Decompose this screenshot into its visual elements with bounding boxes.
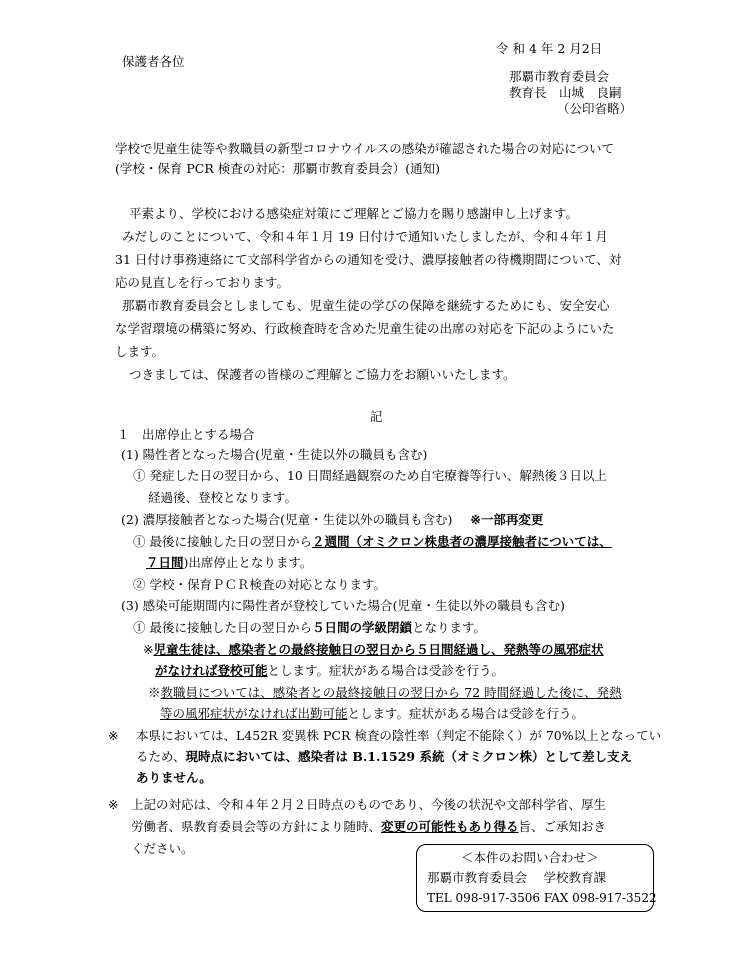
note-text: るため、 bbox=[136, 749, 186, 764]
subsection-heading bbox=[121, 511, 543, 529]
note-text: 労働者、県教育委員会等の方針により随時、 bbox=[131, 819, 382, 834]
list-item: ① 発症した日の翌日から、10 日間経過観察のため自宅療養等行い、解熱後３日以上 bbox=[133, 468, 607, 483]
underlined-text: 教職員については、感染者との最終接触日の翌日から 72 時間経過した後に、発熱 bbox=[160, 685, 622, 700]
sender-organization: 那覇市教育委員会 bbox=[509, 69, 610, 84]
body-line: つきましては、保護者の皆様のご理解とご協力をお願いいたします。 bbox=[129, 367, 516, 382]
emphasis-text: ５日間の学級閉鎖 bbox=[311, 620, 412, 635]
list-item bbox=[133, 533, 612, 551]
list-item: 経過後、登校となります。 bbox=[148, 490, 298, 505]
student-note bbox=[155, 662, 504, 680]
notice-title-line2: (学校・保育 PCR 検査の対応：那覇市教育委員会）(通知) bbox=[115, 161, 440, 176]
emphasis-text: ２週間（オミクロン株患者の濃厚接触者については、 bbox=[311, 534, 612, 549]
seal-omitted-note: （公印省略） bbox=[557, 101, 633, 116]
contact-department: 那覇市教育委員会 学校教育課 bbox=[427, 870, 606, 885]
student-note bbox=[143, 641, 604, 659]
body-line: な学習環境の構築に努め、行政検査時を含めた児童生徒の出席の対応を下記のようにいた bbox=[115, 321, 615, 336]
emphasis-text: がなければ登校可能 bbox=[155, 663, 268, 678]
note-line: ありません。 bbox=[136, 770, 212, 785]
contact-title: ＜本件のお問い合わせ＞ bbox=[461, 850, 599, 865]
note-text: とします。症状がある場合は受診を行う。 bbox=[267, 663, 505, 678]
underlined-text: 等の風邪症状がなければ出勤可能 bbox=[160, 706, 348, 721]
sender-name: 教育長 山城 良嗣 bbox=[509, 85, 622, 100]
note-line bbox=[131, 818, 606, 836]
contact-phone: TEL 098-917-3506 FAX 098-917-3522 bbox=[427, 891, 657, 905]
staff-note bbox=[148, 684, 622, 702]
emphasis-text: 児童生徒は、感染者との最終接触日の翌日から５日間経過し、発熱等の風邪症状 bbox=[153, 642, 604, 657]
list-item bbox=[133, 619, 486, 637]
note-line: 上記の対応は、令和４年２月２日時点のものであり、今後の状況や文部科学省、厚生 bbox=[131, 797, 607, 812]
note-mark: ※ bbox=[148, 685, 161, 700]
note-mark: ※ bbox=[143, 642, 154, 657]
note-text: 旨、ご承知おき bbox=[518, 819, 607, 834]
section-heading: １ 出席停止とする場合 bbox=[117, 427, 255, 442]
list-item-text: ① 最後に接触した日の翌日から bbox=[133, 534, 312, 549]
body-line: 応の見直しを行っております。 bbox=[115, 275, 290, 290]
notice-title-line1: 学校で児童生徒等や教職員の新型コロナウイルスの感染が確認された場合の対応について bbox=[115, 141, 615, 156]
note-line: 本県においては、L452R 変異株 PCR 検査の陰性率（判定不能除く）が 70%以上となってい bbox=[136, 728, 662, 743]
list-item-text: となります。 bbox=[412, 620, 487, 635]
list-item: ② 学校・保育ＰＣＲ検査の対応となります。 bbox=[133, 577, 386, 592]
body-line: します。 bbox=[115, 344, 165, 359]
note-text: とします。症状がある場合は受診を行う。 bbox=[347, 706, 585, 721]
addressee: 保護者各位 bbox=[122, 54, 185, 69]
emphasis-text: 現時点においては、感染者は B.1.1529 系統（オミクロン株）として差し支え bbox=[185, 749, 632, 764]
body-line: 31 日付け事務連絡にて文部科学省からの通知を受け、濃厚接触者の待機期間について、対 bbox=[115, 252, 622, 267]
note-mark: ※ bbox=[108, 728, 119, 743]
subsection-heading: (1) 陽性者となった場合(児童・生徒以外の職員も含む) bbox=[121, 447, 428, 462]
body-line: 那覇市教育委員会としましても、児童生徒の学びの保障を継続するためにも、安全安心 bbox=[122, 298, 610, 313]
emphasis-text: ７日間 bbox=[146, 555, 184, 570]
note-line: ください。 bbox=[131, 841, 194, 856]
staff-note bbox=[160, 705, 584, 723]
body-line: 平素より、学校における感染症対策にご理解とご協力を賜り感謝申し上げます。 bbox=[129, 206, 579, 221]
document-date: 令 和 4 年 2 月2日 bbox=[496, 41, 603, 56]
note-mark: ※ bbox=[108, 797, 119, 812]
ki-heading: 記 bbox=[370, 409, 383, 424]
list-item-text: )出席停止となります。 bbox=[183, 555, 313, 570]
body-line: みだしのことについて、令和４年１月 19 日付けで通知いたしましたが、令和４年１月 bbox=[122, 229, 608, 244]
emphasis-text: 変更の可能性もあり得る bbox=[381, 819, 519, 834]
subsection-heading: (3) 感染可能期間内に陽性者が登校していた場合(児童・生徒以外の職員も含む) bbox=[121, 598, 565, 613]
change-note: ※一部再変更 bbox=[470, 512, 544, 527]
list-item bbox=[146, 554, 312, 572]
list-item-text: ① 最後に接触した日の翌日から bbox=[133, 620, 312, 635]
note-line bbox=[136, 748, 632, 766]
subsection-heading-text: (2) 濃厚接触者となった場合(児童・生徒以外の職員も含む) bbox=[121, 512, 453, 527]
